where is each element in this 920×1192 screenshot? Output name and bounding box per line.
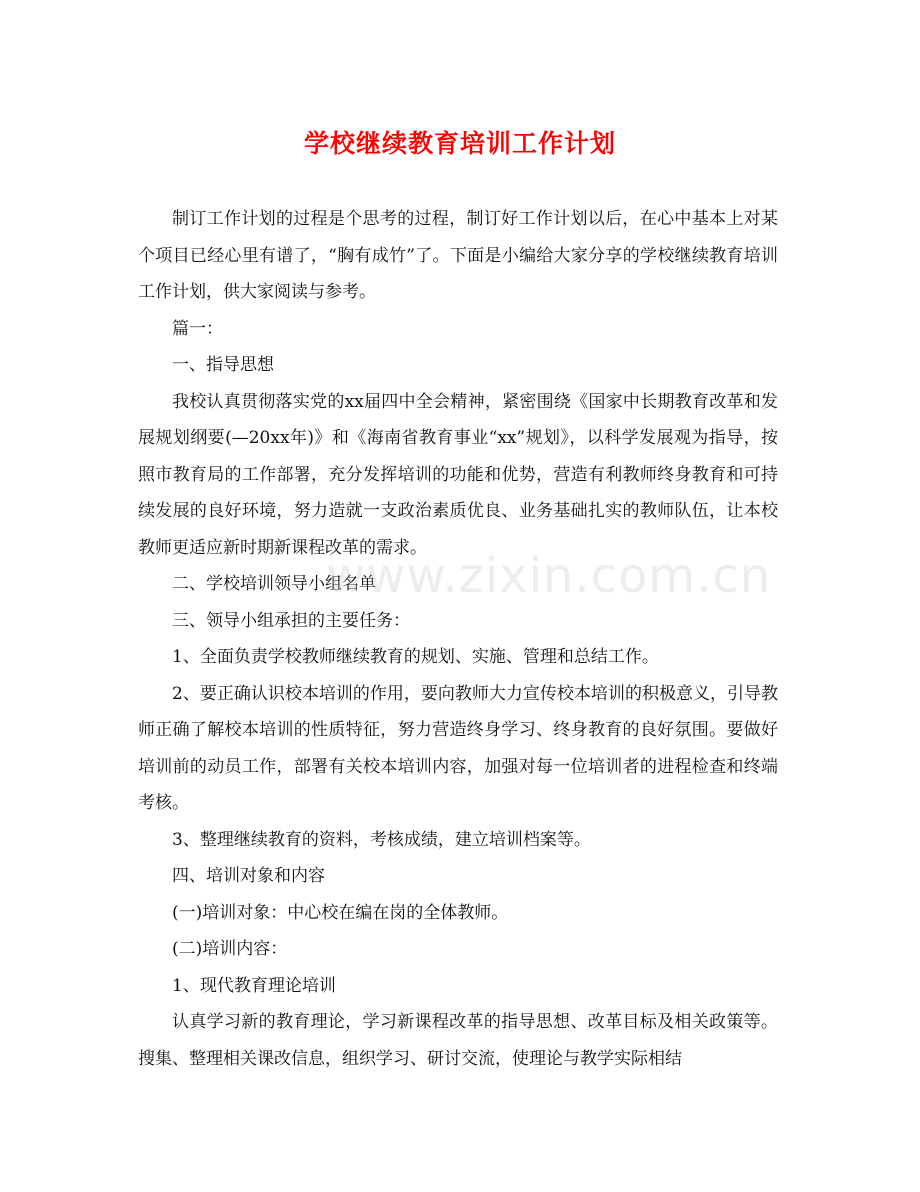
paragraph-part-one: 篇一：: [172, 318, 223, 339]
paragraph-task-1: 1、全面负责学校教师继续教育的规划、实施、管理和总结工作。: [172, 647, 659, 667]
paragraph-content-label: (二)培训内容：: [172, 939, 288, 959]
heading-main-tasks: 三、领导小组承担的主要任务：: [172, 610, 410, 631]
paragraph-modern-theory: 认真学习新的教育理论，学习新课程改革的指导思想、改革目标及相关政策等。搜集、整理相关课改信息，组织学习、研讨交流，使理论与教学实际相结: [138, 1012, 778, 1069]
watermark-text: www.zixin.com.cn: [326, 548, 772, 604]
heading-modern-theory: 1、现代教育理论培训: [172, 975, 336, 996]
paragraph-intro: 制订工作计划的过程是个思考的过程，制订好工作计划以后，在心中基本上对某个项目已经心里有谱了，“胸有成竹”了。下面是小编给大家分享的学校继续教育培训工作计划，供大家阅读与参考。: [138, 209, 778, 302]
heading-targets-content: 四、培训对象和内容: [172, 866, 325, 886]
document-title: 学校继续教育培训工作计划: [303, 129, 616, 158]
heading-guiding-thought: 一、指导思想: [172, 355, 274, 375]
paragraph-targets: (一)培训对象：中心校在编在岗的全体教师。: [172, 902, 509, 923]
paragraph-guiding-thought: 我校认真贯彻落实党的xx届四中全会精神，紧密围绕《国家中长期教育改革和发展规划纲要(—20xx年)》和《海南省教育事业“xx”规划》，以科学发展观为指导，按照市教育局的工作部署，充分发挥培训的功能和优势，营造有利教师终身教育和可持续发展的良好环境，努力造就一支政治素质优良、业务基础扎实的教师队伍，让本校教师更适应新时期新课程改革的需求。: [138, 391, 778, 558]
document-body: [138, 201, 778, 1077]
paragraph-task-2: 2、要正确认识校本培训的作用，要向教师大力宣传校本培训的积极意义，引导教师正确了解校本培训的性质特征，努力营造终身学习、终身教育的良好氛围。要做好培训前的动员工作，部署有关校本培训内容，加强对每一位培训者的进程检查和终端考核。: [138, 683, 778, 813]
heading-leading-group: 二、学校培训领导小组名单: [172, 574, 376, 594]
paragraph-task-3: 3、整理继续教育的资料，考核成绩，建立培训档案等。: [172, 829, 591, 850]
